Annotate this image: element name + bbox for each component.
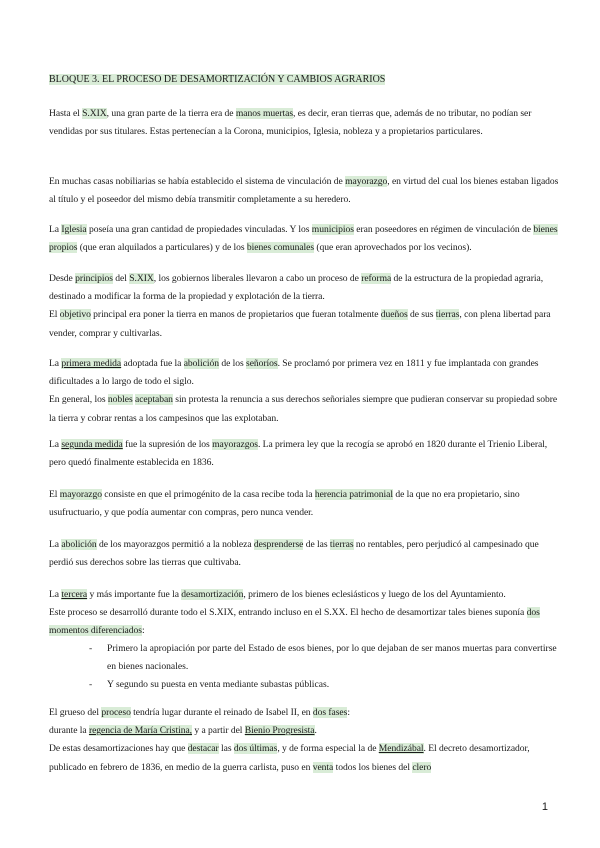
paragraph-abolicion-mayorazgos: La abolición de los mayorazgos permitió a la nobleza desprenderse de las tierras no rentables, pero perjudicó al campesinado que perdió sus derechos sobre las tierras que cultivaba.: [49, 539, 539, 569]
paragraph-mayorazgo-definition: El mayorazgo consiste en que el primogénito de la casa recibe toda la herencia patrimonial de la que no era propietario, sino usufructuario, y que podía aumentar con compras, pero nunca vender.: [49, 489, 520, 519]
paragraph-segunda-medida: La segunda medida fue la supresión de los mayorazgos. La primera ley que la recogía se aprobó en 1820 durante el Trienio Liberal, pero quedó finalmente establecida en 1836.: [49, 439, 548, 469]
paragraph-mayorazgo-system: En muchas casas nobiliarias se había establecido el sistema de vinculación de mayorazgo, en virtud del cual los bienes estaban ligados al título y el poseedor del mismo debía transmitir completamente a su heredero.: [49, 176, 559, 206]
paragraph-manos-muertas: Hasta el S.XIX, una gran parte de la tierra era de manos muertas, es decir, eran tierras que, además de no tributar, no podían ser vendidas por sus titulares. Estas pertenecían a la Corona, municipios, Iglesia, nobleza y a propietarios particulares.: [49, 108, 532, 138]
page-number: 1: [541, 801, 548, 813]
document-title: BLOQUE 3. EL PROCESO DE DESAMORTIZACIÓN Y CAMBIOS AGRARIOS: [49, 74, 386, 85]
paragraph-primera-medida: La primera medida adoptada fue la abolición de los señoríos. Se proclamó por primera vez en 1811 y fue implantada con grandes dificultades a lo largo de todo el siglo. En general, los nobles aceptaban sin protesta la renuncia a sus derechos señoriales siempre que pudieran conservar su propiedad sobre la tierra y cobrar rentas a los campesinos que las explotaban.: [49, 358, 558, 424]
paragraph-reforma-agraria: Desde principios del S.XIX, los gobiernos liberales llevaron a cabo un proceso de reforma de la estructura de la propiedad agraria, destinado a modificar la forma de la propiedad y explotación de la tierra. El objetivo principal era poner la tierra en manos de propietarios que fueran totalmente dueños de sus tierras, con plena libertad para vender, comprar y cultivarlas.: [49, 273, 551, 339]
paragraph-iglesia-municipios: La Iglesia poseía una gran cantidad de propiedades vinculadas. Y los municipios eran poseedores en régimen de vinculación de bienes propios (que eran alquilados a particulares) y de los bienes comunales (que eran aprovechados por los vecinos).: [49, 224, 558, 254]
list-item: - Y segundo su puesta en venta mediante subastas públicas.: [89, 679, 330, 690]
paragraph-tercera-medida: La tercera y más importante fue la desamortización, primero de los bienes eclesiásticos y luego de los del Ayuntamiento. Este proceso se desarrolló durante todo el S.XIX, entrando incluso en el S.XX. El hecho de desamortizar tales bienes suponía dos momentos diferenciados:: [49, 589, 540, 637]
list-item: - Primero la apropiación por parte del Estado de esos bienes, por lo que dejaban de ser manos muertas para convertirse en bienes nacionales.: [89, 643, 557, 673]
paragraph-fases-desamortizacion: El grueso del proceso tendría lugar durante el reinado de Isabel II, en dos fases: durante la regencia de María Cristina, y a partir del Bienio Progresista. De estas desamortizaciones hay que destacar las dos últimas, y de forma especial la de Mendizábal. El decreto desamortizador, publicado en febrero de 1836, en medio de la guerra carlista, puso en venta todos los bienes del clero: [49, 707, 530, 773]
